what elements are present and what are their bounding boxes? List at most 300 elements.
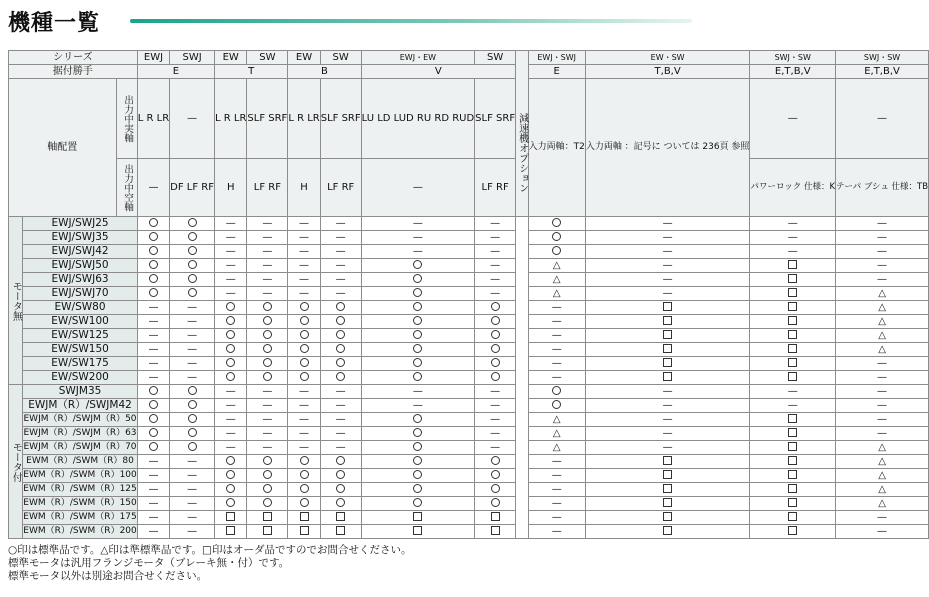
table-row [9, 511, 929, 525]
availability-cell [247, 399, 288, 413]
standard-circle-mark [149, 428, 158, 437]
not-available-dash: — [490, 245, 501, 257]
model-name: EW/SW150 [23, 343, 137, 357]
standard-circle-mark [226, 302, 235, 311]
availability-cell [320, 455, 361, 469]
availability-cell [170, 525, 215, 539]
option-cell [750, 273, 836, 287]
order-square-mark [788, 484, 797, 493]
option-cell [836, 343, 929, 357]
standard-circle-mark [491, 470, 500, 479]
table-row [9, 455, 929, 469]
not-available-dash: — [877, 231, 888, 243]
standard-circle-mark [413, 358, 422, 367]
availability-cell [361, 357, 475, 371]
availability-cell [137, 511, 169, 525]
availability-cell [215, 385, 247, 399]
availability-cell [361, 259, 475, 273]
not-available-dash: — [187, 511, 198, 523]
availability-cell [215, 259, 247, 273]
option-cell [750, 329, 836, 343]
availability-cell [288, 511, 320, 525]
option-cell [585, 483, 750, 497]
availability-cell [288, 525, 320, 539]
not-available-dash: — [335, 385, 346, 397]
standard-circle-mark [336, 484, 345, 493]
option-cell [750, 371, 836, 385]
not-available-dash: — [299, 287, 310, 299]
standard-circle-mark [263, 470, 272, 479]
option-cell [836, 455, 929, 469]
availability-cell [288, 231, 320, 245]
availability-cell [170, 301, 215, 315]
standard-circle-mark [336, 330, 345, 339]
option-cell [585, 273, 750, 287]
availability-cell [247, 301, 288, 315]
option-cell [836, 245, 929, 259]
not-available-dash: — [187, 301, 198, 313]
model-name: EW/SW175 [23, 357, 137, 371]
not-available-dash: — [187, 525, 198, 537]
not-available-dash: — [490, 217, 501, 229]
standard-circle-mark [552, 218, 561, 227]
standard-circle-mark [336, 316, 345, 325]
option-cell [585, 287, 750, 301]
order-square-mark [663, 302, 672, 311]
standard-circle-mark [552, 232, 561, 241]
not-available-dash: — [299, 385, 310, 397]
not-available-dash: — [335, 231, 346, 243]
option-cell [836, 231, 929, 245]
order-square-mark [788, 498, 797, 507]
availability-cell [215, 497, 247, 511]
standard-circle-mark [226, 372, 235, 381]
model-name: EWJ/SWJ42 [23, 245, 137, 259]
standard-circle-mark [149, 414, 158, 423]
availability-cell [361, 329, 475, 343]
not-available-dash: — [787, 385, 798, 397]
availability-cell [247, 497, 288, 511]
not-available-dash: — [187, 497, 198, 509]
not-available-dash: — [225, 245, 236, 257]
availability-cell [170, 217, 215, 231]
availability-cell [170, 455, 215, 469]
availability-cell [288, 357, 320, 371]
availability-cell [320, 441, 361, 455]
option-cell [750, 231, 836, 245]
availability-cell [170, 231, 215, 245]
semi-standard-triangle-mark: △ [878, 343, 886, 355]
option-input-note: 入力両軸 ：記号に ついては 236頁 参照 [585, 79, 750, 217]
order-square-mark [300, 512, 309, 521]
not-available-dash: — [551, 315, 562, 327]
option-input-shaft: 入力両軸：T2 [528, 79, 585, 217]
standard-circle-mark [413, 260, 422, 269]
footnotes [8, 544, 411, 583]
availability-cell [475, 525, 516, 539]
option-cell [750, 217, 836, 231]
not-available-dash: — [262, 245, 273, 257]
availability-cell [361, 455, 475, 469]
not-available-dash: — [148, 483, 159, 495]
not-available-dash: — [299, 245, 310, 257]
availability-cell [361, 371, 475, 385]
not-available-dash: — [187, 371, 198, 383]
option-cell [585, 497, 750, 511]
not-available-dash: — [490, 427, 501, 439]
not-available-dash: — [551, 343, 562, 355]
model-name: EWJ/SWJ63 [23, 273, 137, 287]
option-cell [750, 441, 836, 455]
availability-cell [170, 427, 215, 441]
not-available-dash: — [877, 217, 888, 229]
mounting-cell: V [361, 65, 515, 79]
not-available-dash: — [225, 413, 236, 425]
option-cell [528, 441, 585, 455]
option-cell [750, 525, 836, 539]
availability-cell [361, 315, 475, 329]
availability-cell [475, 273, 516, 287]
availability-cell [475, 287, 516, 301]
not-available-dash: — [877, 511, 888, 523]
not-available-dash: — [335, 399, 346, 411]
not-available-dash: — [551, 301, 562, 313]
availability-cell [288, 315, 320, 329]
order-square-mark [788, 316, 797, 325]
order-square-mark [663, 484, 672, 493]
mounting-cell: B [288, 65, 361, 79]
not-available-dash: — [187, 343, 198, 355]
not-available-dash: — [662, 259, 673, 271]
option-cell [836, 287, 929, 301]
not-available-dash: — [262, 413, 273, 425]
standard-circle-mark [263, 316, 272, 325]
availability-cell [170, 329, 215, 343]
option-cell [750, 511, 836, 525]
availability-cell [320, 343, 361, 357]
not-available-dash: — [877, 273, 888, 285]
semi-standard-triangle-mark: △ [552, 413, 561, 425]
standard-circle-mark [413, 344, 422, 353]
table-row [9, 301, 929, 315]
not-available-dash: — [262, 217, 273, 229]
order-square-mark [788, 526, 797, 535]
standard-circle-mark [491, 484, 500, 493]
not-available-dash: — [187, 455, 198, 467]
standard-circle-mark [226, 330, 235, 339]
standard-circle-mark [336, 358, 345, 367]
option-cell [528, 217, 585, 231]
option-cell [528, 287, 585, 301]
option-cell [528, 483, 585, 497]
standard-circle-mark [300, 456, 309, 465]
availability-cell [137, 273, 169, 287]
not-available-dash: — [787, 217, 798, 229]
not-available-dash: — [148, 525, 159, 537]
availability-cell [215, 217, 247, 231]
standard-circle-mark [226, 484, 235, 493]
availability-cell [320, 371, 361, 385]
standard-circle-mark [149, 232, 158, 241]
not-available-dash: — [262, 399, 273, 411]
availability-cell [320, 259, 361, 273]
model-name: EWM（R）/SWM（R）125 [23, 483, 137, 497]
not-available-dash: — [148, 469, 159, 481]
semi-standard-triangle-mark: △ [878, 469, 886, 481]
hollow-shaft-cell: H [288, 159, 320, 217]
option-cell [836, 469, 929, 483]
availability-cell [361, 245, 475, 259]
option-cell [585, 469, 750, 483]
standard-circle-mark [188, 288, 197, 297]
option-cell [585, 357, 750, 371]
order-square-mark [663, 344, 672, 353]
standard-circle-mark [491, 372, 500, 381]
option-cell [585, 385, 750, 399]
availability-cell [137, 329, 169, 343]
standard-circle-mark [413, 442, 422, 451]
availability-cell [137, 217, 169, 231]
standard-circle-mark [263, 344, 272, 353]
option-cell [585, 245, 750, 259]
order-square-mark [788, 372, 797, 381]
solid-shaft-cell: LU LD LUD RU RD RUD [361, 79, 475, 159]
order-square-mark [663, 330, 672, 339]
semi-standard-triangle-mark: △ [552, 427, 561, 439]
standard-circle-mark [300, 330, 309, 339]
not-available-dash: — [412, 385, 423, 397]
option-cell [750, 385, 836, 399]
option-cell [585, 315, 750, 329]
availability-cell [320, 385, 361, 399]
not-available-dash: — [551, 511, 562, 523]
availability-cell [170, 399, 215, 413]
availability-cell [288, 385, 320, 399]
availability-cell [361, 427, 475, 441]
table-row [9, 357, 929, 371]
not-available-dash: — [490, 441, 501, 453]
order-square-mark [788, 470, 797, 479]
standard-circle-mark [149, 386, 158, 395]
model-rows [9, 217, 929, 539]
not-available-dash: — [148, 301, 159, 313]
standard-circle-mark [491, 358, 500, 367]
standard-circle-mark [226, 498, 235, 507]
standard-circle-mark [300, 344, 309, 353]
availability-cell [215, 343, 247, 357]
not-available-dash: — [335, 273, 346, 285]
semi-standard-triangle-mark: △ [878, 483, 886, 495]
availability-cell [475, 301, 516, 315]
option-cell [585, 413, 750, 427]
availability-cell [137, 469, 169, 483]
order-square-mark [413, 526, 422, 535]
option-cell [836, 371, 929, 385]
order-square-mark [788, 288, 797, 297]
availability-cell [288, 259, 320, 273]
semi-standard-triangle-mark: △ [552, 287, 561, 299]
availability-cell [137, 287, 169, 301]
not-available-dash: — [262, 385, 273, 397]
option-cell [585, 259, 750, 273]
option-cell [585, 343, 750, 357]
not-available-dash: — [225, 385, 236, 397]
not-available-dash: — [490, 287, 501, 299]
option-series-cell: EW・SW [585, 51, 750, 65]
not-available-dash: — [877, 385, 888, 397]
order-square-mark [663, 470, 672, 479]
availability-cell [215, 329, 247, 343]
standard-circle-mark [300, 358, 309, 367]
option-cell [836, 511, 929, 525]
not-available-dash: — [299, 259, 310, 271]
availability-cell [247, 441, 288, 455]
standard-circle-mark [413, 372, 422, 381]
order-square-mark [336, 512, 345, 521]
standard-circle-mark [413, 484, 422, 493]
solid-shaft-cell: L R LR [137, 79, 169, 159]
not-available-dash: — [148, 371, 159, 383]
not-available-dash: — [551, 497, 562, 509]
semi-standard-triangle-mark: △ [878, 301, 886, 313]
standard-circle-mark [300, 302, 309, 311]
availability-cell [215, 287, 247, 301]
availability-cell [475, 217, 516, 231]
not-available-dash: — [225, 273, 236, 285]
not-available-dash: — [877, 427, 888, 439]
not-available-dash: — [662, 427, 673, 439]
availability-cell [475, 399, 516, 413]
not-available-dash: — [187, 357, 198, 369]
model-name: EWM（R）/SWM（R）175 [23, 511, 137, 525]
not-available-dash: — [335, 245, 346, 257]
option-cell [750, 483, 836, 497]
standard-circle-mark [149, 400, 158, 409]
availability-cell [170, 511, 215, 525]
availability-cell [475, 343, 516, 357]
availability-cell [247, 371, 288, 385]
model-name: EWJM（R）/SWJM（R）50 [23, 413, 137, 427]
availability-cell [247, 385, 288, 399]
availability-cell [475, 231, 516, 245]
not-available-dash: — [262, 287, 273, 299]
standard-circle-mark [188, 232, 197, 241]
option-cell [585, 301, 750, 315]
table-row [9, 469, 929, 483]
not-available-dash: — [335, 441, 346, 453]
availability-cell [288, 343, 320, 357]
not-available-dash: — [335, 413, 346, 425]
option-cell [836, 357, 929, 371]
table-row [9, 497, 929, 511]
not-available-dash: — [335, 217, 346, 229]
table-row [9, 217, 929, 231]
option-cell [528, 427, 585, 441]
option-cell [836, 315, 929, 329]
hollow-shaft-cell: — [137, 159, 169, 217]
availability-cell [320, 231, 361, 245]
option-mounting-cell: T,B,V [585, 65, 750, 79]
hollow-shaft-cell: H [215, 159, 247, 217]
availability-cell [475, 483, 516, 497]
not-available-dash: — [335, 427, 346, 439]
option-cell [528, 329, 585, 343]
availability-cell [170, 273, 215, 287]
not-available-dash: — [662, 245, 673, 257]
not-available-dash: — [299, 427, 310, 439]
solid-shaft-cell: — [170, 79, 215, 159]
standard-circle-mark [413, 470, 422, 479]
table-row [9, 245, 929, 259]
not-available-dash: — [490, 231, 501, 243]
availability-cell [247, 315, 288, 329]
availability-cell [320, 483, 361, 497]
option-cell [836, 525, 929, 539]
availability-cell [475, 413, 516, 427]
model-name: EW/SW200 [23, 371, 137, 385]
order-square-mark [788, 302, 797, 311]
option-dash: — [836, 79, 929, 159]
standard-circle-mark [263, 358, 272, 367]
order-square-mark [788, 456, 797, 465]
option-cell [585, 399, 750, 413]
standard-circle-mark [300, 484, 309, 493]
availability-cell [320, 497, 361, 511]
option-cell [528, 497, 585, 511]
not-available-dash: — [299, 441, 310, 453]
standard-circle-mark [263, 456, 272, 465]
availability-cell [170, 497, 215, 511]
not-available-dash: — [490, 273, 501, 285]
standard-circle-mark [413, 316, 422, 325]
standard-circle-mark [336, 470, 345, 479]
solid-shaft-cell: L R LR [215, 79, 247, 159]
standard-circle-mark [226, 316, 235, 325]
solid-output-label: 出力中実軸 [116, 79, 137, 159]
order-square-mark [788, 330, 797, 339]
shaft-layout-label: 軸配置 [9, 79, 117, 217]
series-cell: EWJ・EW [361, 51, 475, 65]
table-row [9, 329, 929, 343]
standard-circle-mark [188, 246, 197, 255]
model-list-table [8, 50, 929, 539]
option-cell [585, 217, 750, 231]
not-available-dash: — [187, 315, 198, 327]
order-square-mark [263, 526, 272, 535]
order-square-mark [788, 414, 797, 423]
availability-cell [361, 483, 475, 497]
model-name: EWJM（R）/SWJM42 [23, 399, 137, 413]
title-accent-line [130, 19, 692, 23]
availability-cell [247, 455, 288, 469]
table-row [9, 343, 929, 357]
semi-standard-triangle-mark: △ [878, 497, 886, 509]
availability-cell [320, 413, 361, 427]
not-available-dash: — [299, 399, 310, 411]
option-cell [528, 413, 585, 427]
not-available-dash: — [662, 413, 673, 425]
order-square-mark [663, 498, 672, 507]
option-dash: — [750, 79, 836, 159]
availability-cell [247, 469, 288, 483]
option-cell [585, 231, 750, 245]
solid-shaft-cell: SLF SRF [247, 79, 288, 159]
series-cell: EW [215, 51, 247, 65]
not-available-dash: — [148, 357, 159, 369]
not-available-dash: — [877, 525, 888, 537]
mounting-label: 据付勝手 [9, 65, 138, 79]
option-cell [585, 371, 750, 385]
